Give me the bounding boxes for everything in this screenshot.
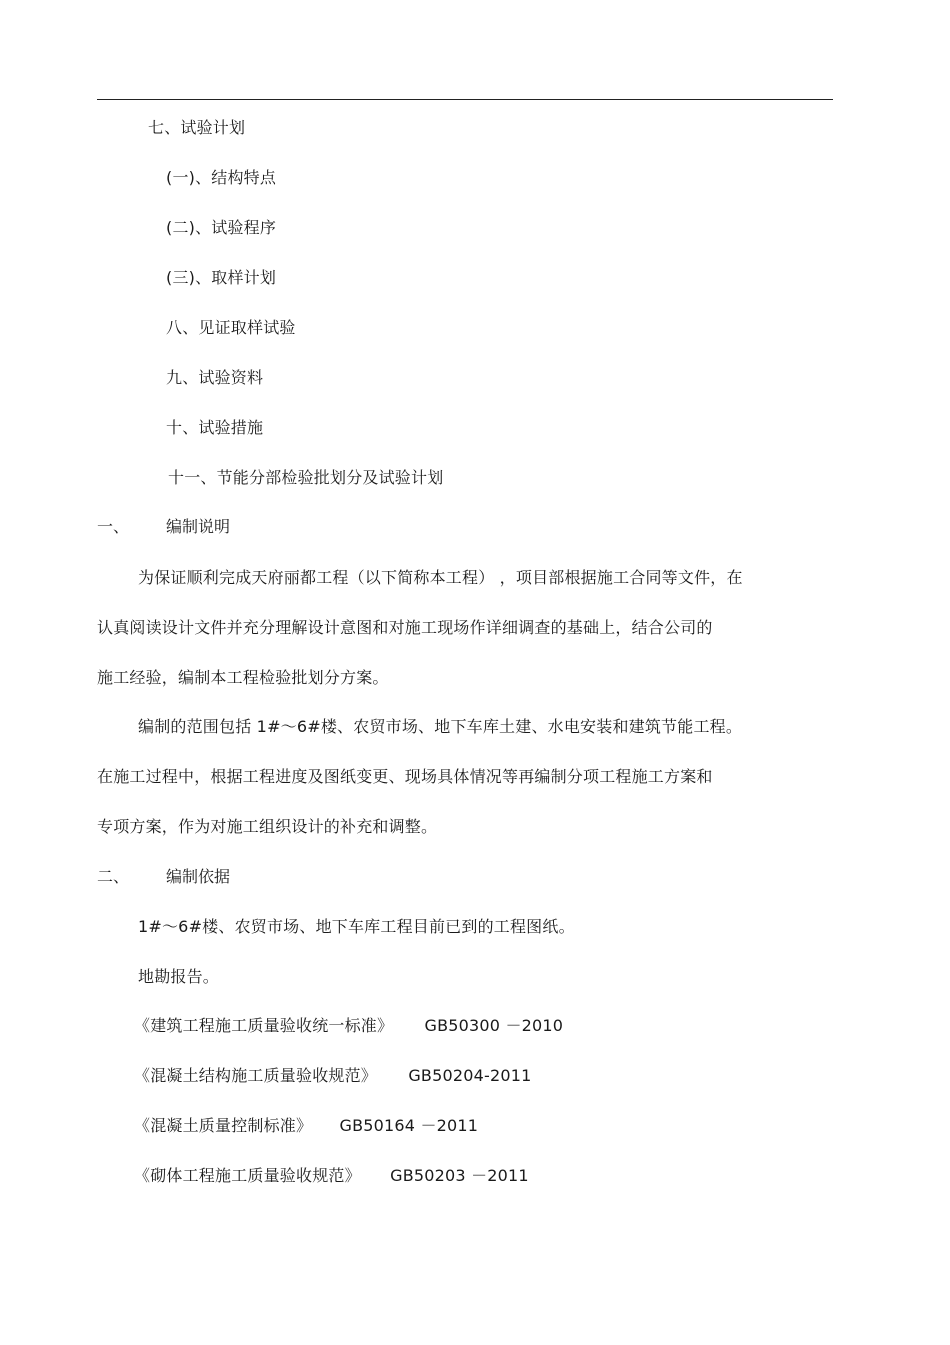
standard-code: GB50204-2011 bbox=[408, 1066, 532, 1085]
toc-item: 七、试验计划 bbox=[148, 118, 246, 137]
paragraph-line: 认真阅读设计文件并充分理解设计意图和对施工现场作详细调查的基础上，结合公司的 bbox=[97, 618, 713, 637]
toc-item: 九、试验资料 bbox=[166, 368, 264, 387]
section-title: 编制依据 bbox=[166, 867, 231, 886]
toc-item: (二)、试验程序 bbox=[166, 218, 277, 237]
list-item: 1#～6#楼、农贸市场、地下车库工程目前已到的工程图纸。 bbox=[138, 917, 575, 936]
standard-code: GB50203 －2011 bbox=[390, 1166, 529, 1185]
paragraph-line: 为保证顺利完成天府丽都工程（以下简称本工程） ，项目部根据施工合同等文件，在 bbox=[138, 568, 743, 587]
standard-item bbox=[134, 1166, 529, 1186]
paragraph-line: 在施工过程中，根据工程进度及图纸变更、现场具体情况等再编制分项工程施工方案和 bbox=[97, 767, 713, 786]
section-number: 一、 bbox=[97, 517, 130, 536]
paragraph-line: 施工经验，编制本工程检验批划分方案。 bbox=[97, 668, 389, 687]
list-item: 地勘报告。 bbox=[138, 967, 220, 986]
standard-title: 《混凝土质量控制标准》 bbox=[134, 1116, 313, 1135]
paragraph-line: 专项方案，作为对施工组织设计的补充和调整。 bbox=[97, 817, 438, 836]
toc-item: (三)、取样计划 bbox=[166, 268, 277, 287]
toc-item: (一)、结构特点 bbox=[166, 168, 277, 187]
standard-item bbox=[134, 1116, 478, 1136]
header-rule bbox=[97, 99, 833, 100]
toc-item: 十一、节能分部检验批划分及试验计划 bbox=[168, 468, 444, 487]
paragraph-line: 编制的范围包括 1#～6#楼、农贸市场、地下车库土建、水电安装和建筑节能工程。 bbox=[138, 717, 743, 736]
standard-code: GB50164 －2011 bbox=[339, 1116, 479, 1135]
standard-item bbox=[134, 1066, 531, 1086]
standard-title: 《砌体工程施工质量验收规范》 bbox=[134, 1166, 361, 1185]
toc-item: 八、见证取样试验 bbox=[166, 318, 296, 337]
section-title: 编制说明 bbox=[166, 517, 231, 536]
standard-title: 《混凝土结构施工质量验收规范》 bbox=[134, 1066, 378, 1085]
section-number: 二、 bbox=[97, 867, 130, 886]
standard-item bbox=[134, 1016, 563, 1036]
standard-code: GB50300 －2010 bbox=[424, 1016, 564, 1035]
standard-title: 《建筑工程施工质量验收统一标准》 bbox=[134, 1016, 394, 1035]
toc-item: 十、试验措施 bbox=[166, 418, 264, 437]
